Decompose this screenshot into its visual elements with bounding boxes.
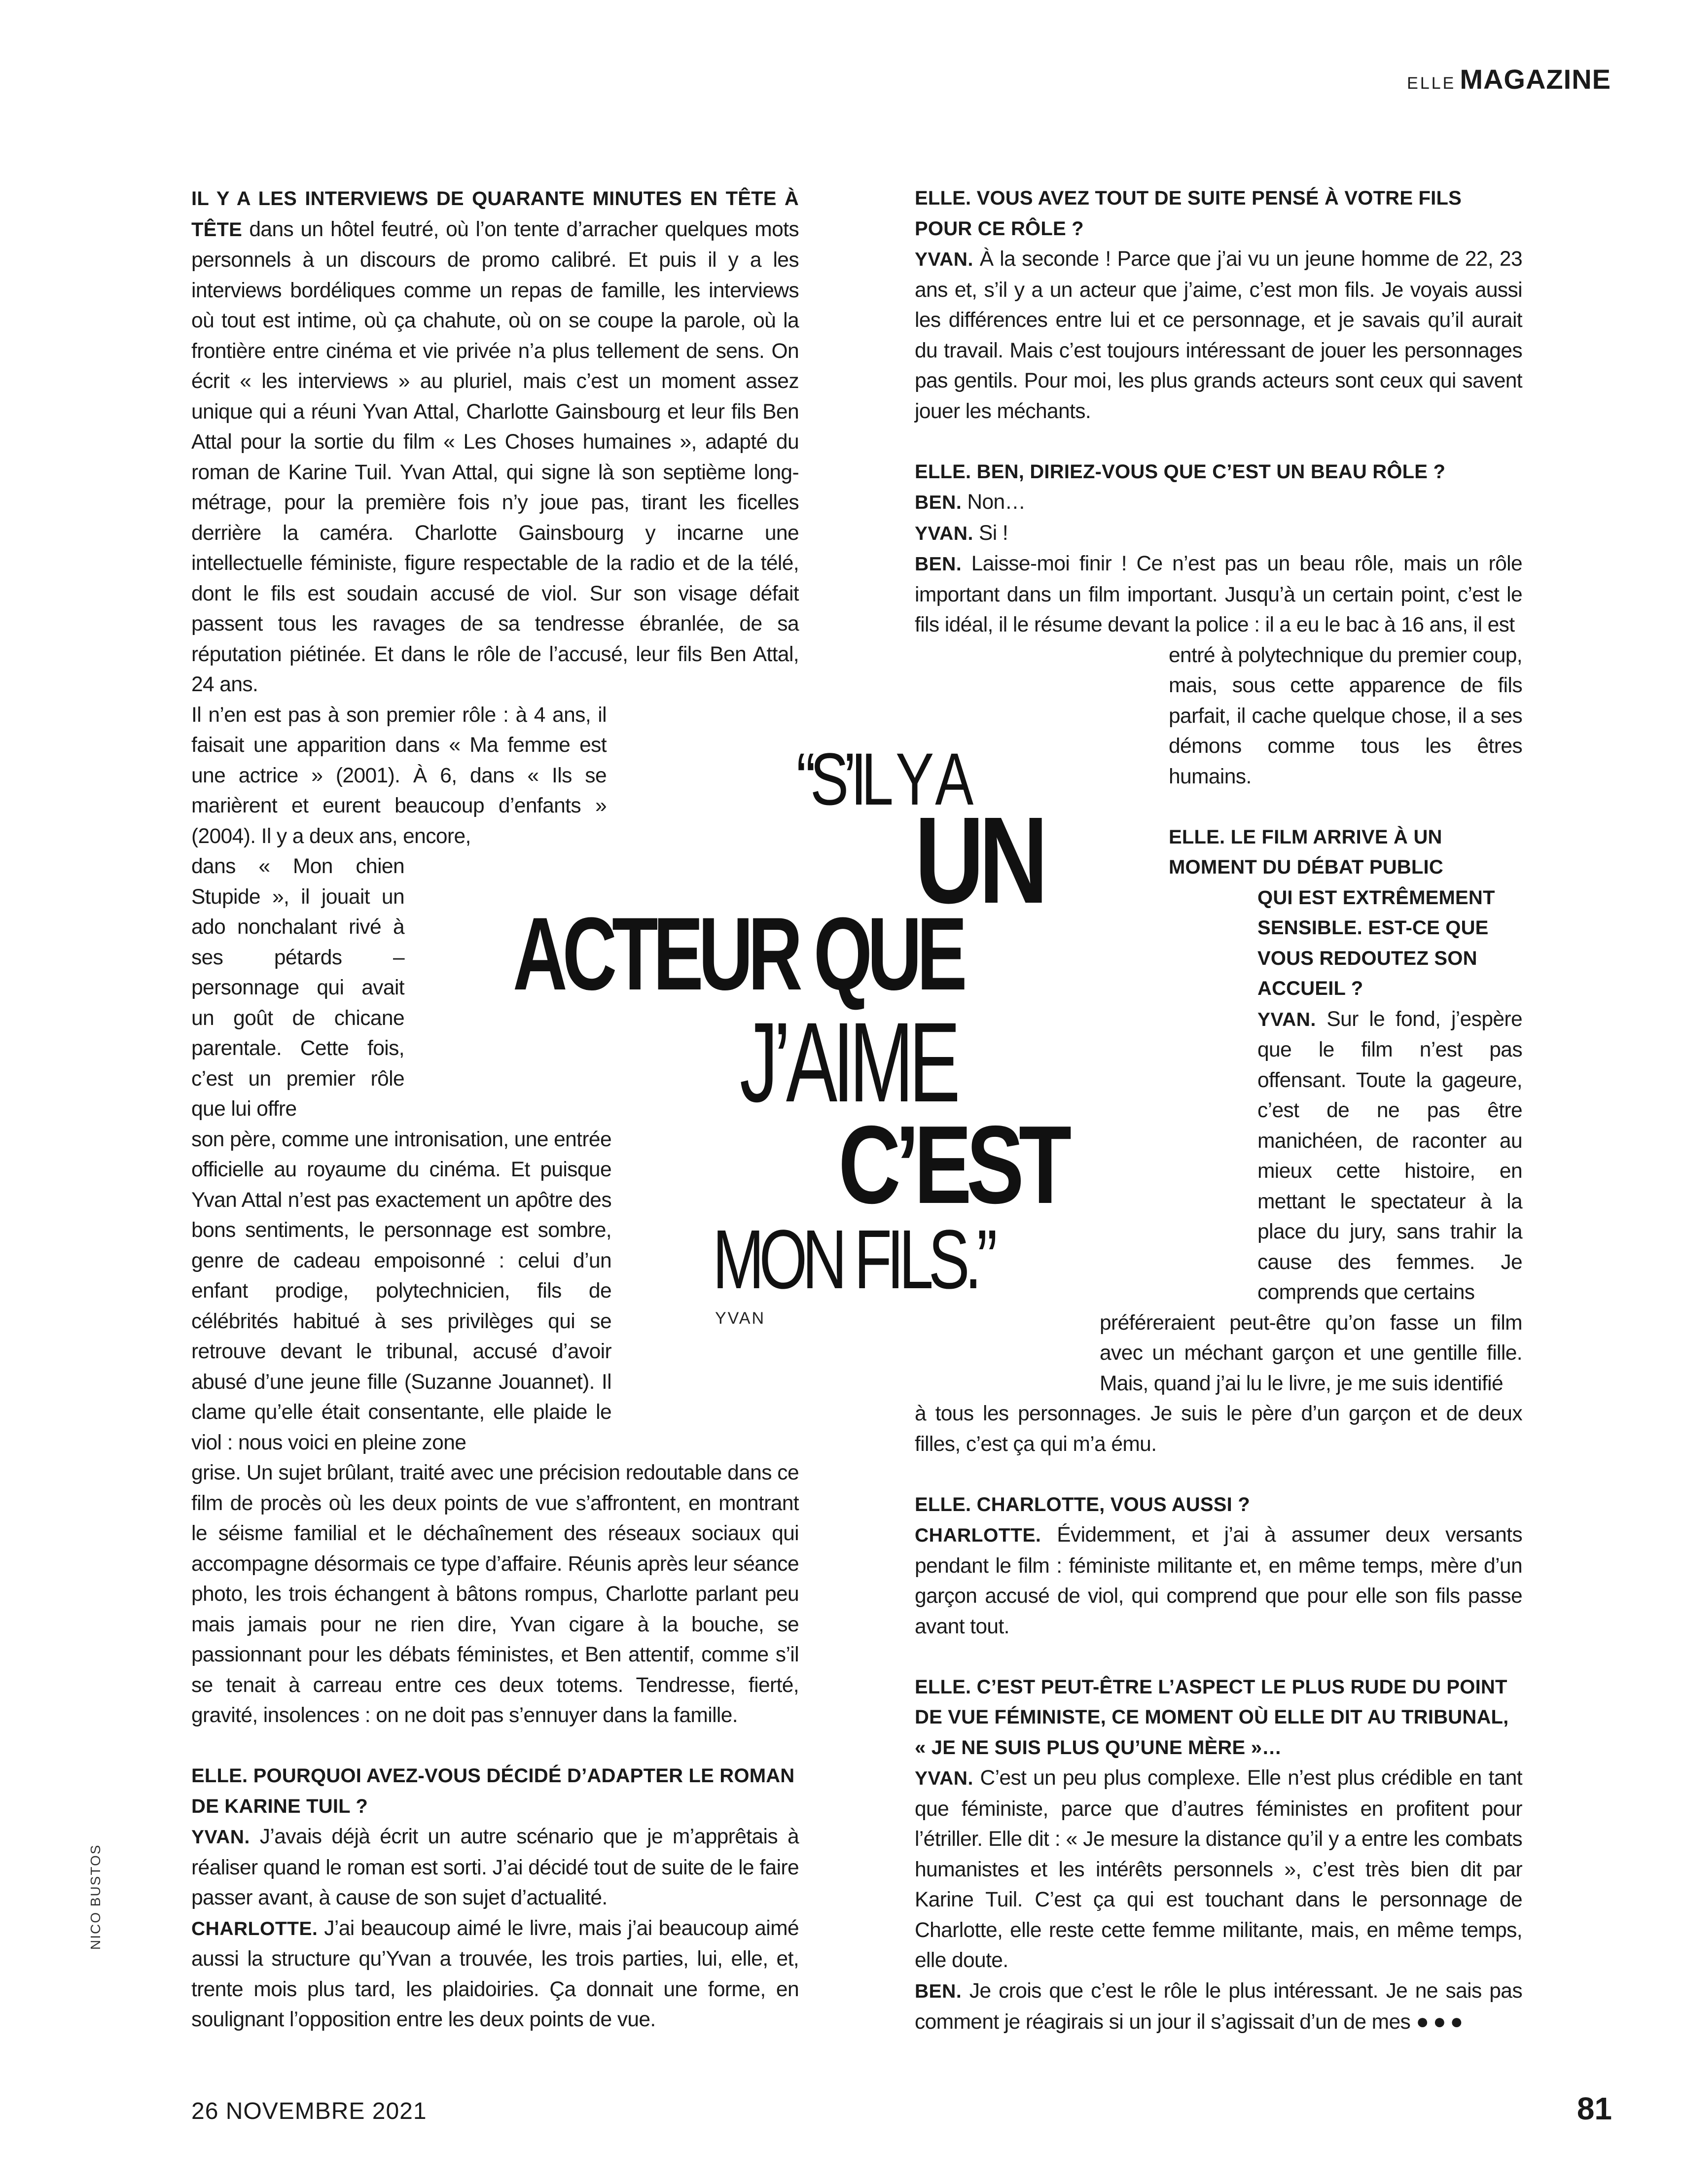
bio-paragraph-a: Il n’en est pas à son premier rôle : à 4 ans, il faisait une apparition dans « Ma femme est une actrice » (2001). À 6, dans « Ils se marièrent et eurent beaucoup d’enfants » (2004). Il y a deux ans, encore, [191,703,607,848]
answer-ben-feministe: BEN. Je crois que c’est le rôle le plus intéressant. Je ne sais pas comment je réagirais si un jour il s’agissait d’un de mes ●●● [915,1979,1522,2034]
speaker-label: CHARLOTTE. [915,1525,1041,1546]
question-adapt: ELLE. POURQUOI AVEZ-VOUS DÉCIDÉ D’ADAPTER LE ROMAN DE KARINE TUIL ? [191,1765,795,1817]
question-debat-a: ELLE. LE FILM ARRIVE À UN MOMENT DU DÉBAT PUBLIC [1169,826,1443,878]
pull-quote-line-5: C’EST [838,1102,1067,1227]
speaker-label: YVAN. [191,1827,250,1848]
pull-quote-author: YVAN [715,1309,766,1328]
bio-paragraph-b: dans « Mon chien Stupide », il jouait un ado nonchalant rivé à ses pétards – personnage qui avait un goût de chicane parentale. Cette fois, c’est un premier rôle que lui offre [191,855,404,1121]
answer-yvan-debat-b: préféreraient peut-être qu’on fasse un film avec un méchant garçon et une gentille fille. Mais, quand j’ai lu le livre, je me suis identifié [1100,1311,1522,1395]
pull-quote-line-4: J’AIME [740,999,956,1126]
pull-quote-line-3: ACTEUR QUE [513,896,963,1012]
answer-ben-finir: BEN. Laisse-moi finir ! Ce n’est pas un beau rôle, mais un rôle important dans un film important. Jusqu’à un certain point, c’est le fils idéal, il le résume devant la police : il a eu le bac à 16 ans, il est [915,552,1522,636]
speaker-label: YVAN. [1257,1009,1316,1030]
question-beau-role: ELLE. BEN, DIRIEZ-VOUS QUE C’EST UN BEAU RÔLE ? [915,460,1446,483]
question-son-role: ELLE. VOUS AVEZ TOUT DE SUITE PENSÉ À VOTRE FILS POUR CE RÔLE ? [915,187,1462,240]
speaker-label: YVAN. [915,249,973,270]
bio-paragraph-d: grise. Un sujet brûlant, traité avec une précision redoutable dans ce film de procès où les deux points de vue s’affrontent, en montrant le séisme familial et le déchaînement des réseaux sociaux qui accompagne désormais ce type d’affaire. Réunis après leur séance photo, les trois échangent à bâtons rompus, Charlotte parlant peu mais jamais pour ne rien dire, Yvan cigare à la bouche, se passionnant pour les débats féministes, et Ben attentif, comme s’il se tenait à carreau entre ces deux totems. Tendresse, fierté, gravité, insolences : on ne doit pas s’ennuyer dans la famille. [191,1461,799,1727]
answer-charlotte-aussi: CHARLOTTE. Évidemment, et j’ai à assumer deux versants pendant le film : féministe militante et, en même temps, mère d’un garçon accusé de viol, qui comprend que pour elle son fils passe avant tout. [915,1523,1522,1638]
page-number: 81 [1577,2091,1612,2126]
answer-ben-finir-cont: entré à polytechnique du premier coup, mais, sous cette apparence de fils parfait, il cache quelque chose, il a ses démons comme tous les êtres humains. [1169,643,1522,788]
issue-date: 26 NOVEMBRE 2021 [191,2098,427,2124]
magazine-header [1407,63,1611,95]
speaker-label: BEN. [915,492,962,513]
answer-charlotte-adapt: CHARLOTTE. J’ai beaucoup aimé le livre, mais j’ai beaucoup aimé aussi la structure qu’Yvan a trouvée, les trois parties, lui, elle, et, trente mois plus tard, les plaidoiries. Ça donnait une forme, en soulignant l’opposition entre les deux points de vue. [191,1916,799,2031]
answer-ben-non: BEN. Non… [915,491,1026,514]
answer-yvan-son-role: YVAN. À la seconde ! Parce que j’ai vu un jeune homme de 22, 23 ans et, s’il y a un acteur que j’aime, c’est mon fils. Je voyais aussi les différences entre lui et ce personnage, et je savais qu’il aurait du travail. Mais c’est toujours intéressant de jouer les personnages pas gentils. Pour moi, les plus grands acteurs sont ceux qui savent jouer les méchants. [915,247,1522,423]
question-debat-b: QUI EST EXTRÊMEMENT SENSIBLE. EST-CE QUE VOUS REDOUTEZ SON ACCUEIL ? [1257,886,1495,999]
answer-yvan-feministe: YVAN. C’est un peu plus complexe. Elle n’est plus crédible en tant que féministe, parce que d’autres féministes en profitent pour l’étriller. Elle dit : « Je mesure la distance qu’il y a entre les combats humanistes et les intérêts personnels », c’est très bien dit par Karine Tuil. C’est ça qui est touchant dans le personnage de Charlotte, elle reste cette femme militante, mais, en même temps, elle doute. [915,1766,1522,1972]
intro-paragraph [191,183,799,700]
speaker-label: BEN. [915,554,962,575]
speaker-label: BEN. [915,1980,962,2002]
article-column-left [191,183,799,2035]
speaker-label: CHARLOTTE. [191,1918,318,1939]
speaker-label: YVAN. [915,523,973,544]
brand-label: ELLE [1407,74,1456,93]
answer-yvan-debat: YVAN. Sur le fond, j’espère que le film n’est pas offensant. Toute la gageure, c’est de ne pas être manichéen, de raconter au mieux cette histoire, en mettant le spectateur à la place du jury, sans trahir la cause des femmes. Je comprends que certains [1257,1007,1522,1304]
section-label: MAGAZINE [1460,64,1611,95]
question-feministe: ELLE. C’EST PEUT-ÊTRE L’ASPECT LE PLUS RUDE DU POINT DE VUE FÉMINISTE, CE MOMENT OÙ ELLE DIT AU TRIBUNAL, « JE NE SUIS PLUS QU’UNE MÈRE »… [915,1676,1509,1759]
pull-quote-line-1: “S’IL Y A [796,738,968,820]
intro-body: dans un hôtel feutré, où l’on tente d’arracher quelques mots personnels à un discours de promo calibré. Et puis il y a les interviews bordéliques comme un repas de famille, les interviews où tout est intime, où ça chahute, où on se coupe la parole, où la frontière entre cinéma et vie privée n’a plus tellement de sens. On écrit « les interviews » au pluriel, mais c’est un moment assez unique qui a réuni Yvan Attal, Charlotte Gainsbourg et leur fils Ben Attal pour la sortie du film « Les Choses humaines », adapté du roman de Karine Tuil. Yvan Attal, qui signe là son septième long-métrage, pour la première fois n’y joue pas, tirant les ficelles derrière la caméra. Charlotte Gainsbourg y incarne une intellectuelle féministe, figure respectable de la radio et de la télé, dont le fils est soudain accusé de viol. Sur son visage défait passent tous les ravages de sa tendresse ébranlée, de sa réputation piétinée. Et dans le rôle de l’accusé, leur fils Ben Attal, 24 ans. [191,217,799,696]
continuation-dots: ●●● [1416,2009,1468,2034]
answer-yvan-si: YVAN. Si ! [915,521,1008,545]
speaker-label: YVAN. [915,1768,973,1789]
pull-quote-line-2: UN [915,791,1043,929]
answer-yvan-adapt: YVAN. J’avais déjà écrit un autre scénario que je m’apprêtais à réaliser quand le roman est sorti. J’ai décidé tout de suite de le faire passer avant, à cause de son sujet d’actualité. [191,1825,799,1909]
intro-lead: IL Y A LES INTERVIEWS DE QUARANTE MINUTES EN TÊTE À TÊTE [191,188,799,241]
photo-credit: NICO BUSTOS [88,1844,103,1950]
pull-quote-line-6: MON FILS.” [713,1213,993,1306]
bio-paragraph-c: son père, comme une intronisation, une entrée officielle au royaume du cinéma. Et puisque Yvan Attal n’est pas exactement un apôtre des bons sentiments, le personnage est sombre, genre de cadeau empoisonné : celui d’un enfant prodige, polytechnicien, fils de célébrités habitué à ses privilèges qui se retrouve devant le tribunal, accusé d’avoir abusé d’une jeune fille (Suzanne Jouannet). Il clame qu’elle était consentante, elle plaide le viol : nous voici en pleine zone [191,1127,611,1454]
answer-yvan-debat-c: à tous les personnages. Je suis le père d’un garçon et de deux filles, c’est ça qui m’a ému. [915,1402,1522,1456]
question-charlotte-aussi: ELLE. CHARLOTTE, VOUS AUSSI ? [915,1493,1250,1515]
